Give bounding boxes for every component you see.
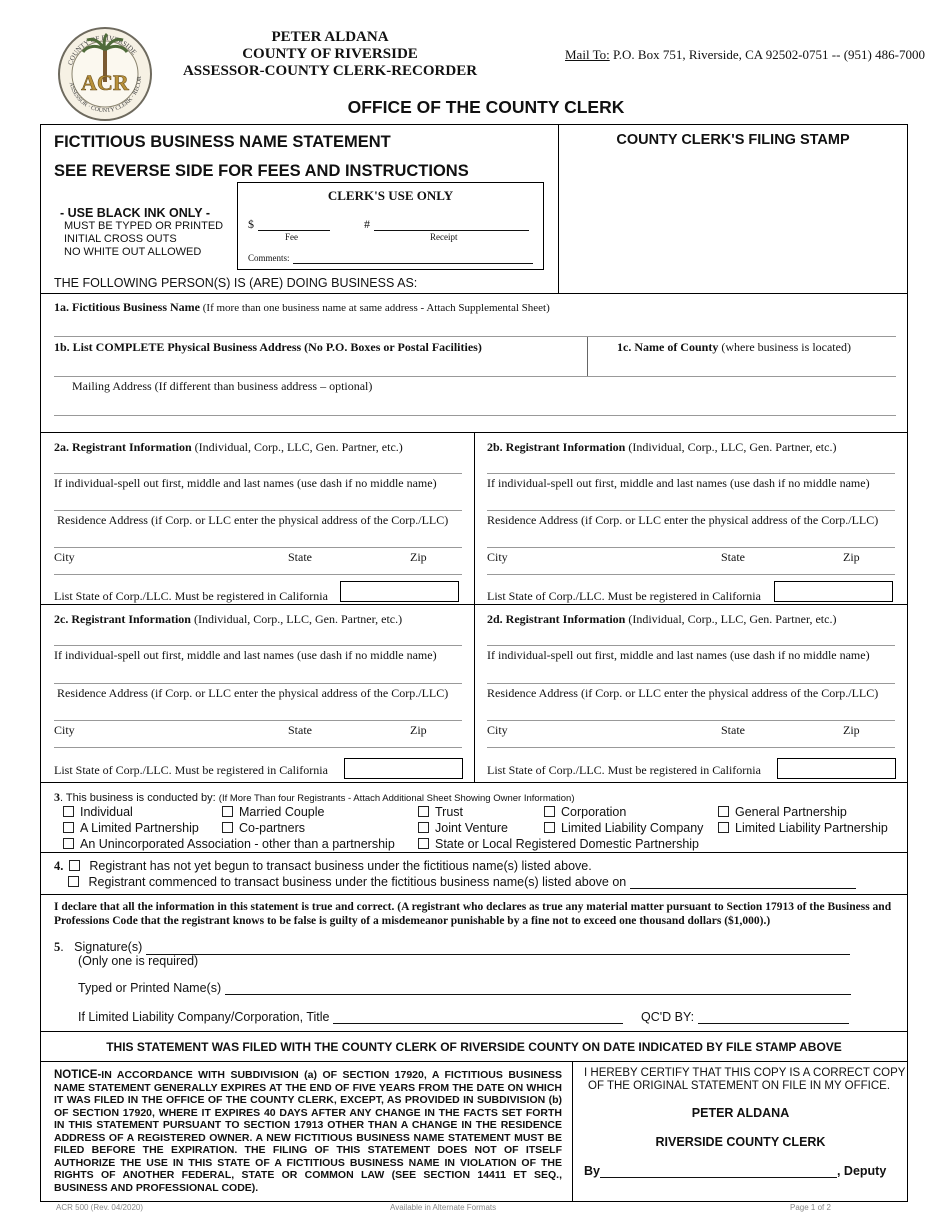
option-label: A Limited Partnership [80,821,199,835]
zip-label: Zip [410,550,427,564]
section4-number: 4. [54,859,64,873]
office-title: OFFICE OF THE COUNTY CLERK [347,97,625,117]
city-state-zip-input[interactable] [487,747,895,748]
option-label: Individual [80,805,133,819]
fictitious-name-input[interactable] [54,336,896,337]
checkbox[interactable] [718,822,729,833]
city-state-zip-input[interactable] [487,574,895,575]
option-label: General Partnership [735,805,847,819]
option-label: Limited Liability Partnership [735,821,888,835]
option-corporation[interactable] [544,805,626,819]
qcd-label: QC'D BY: [641,1010,695,1024]
1b-label: 1b. List COMPLETE Physical Business Address (No P.O. Boxes or Postal Facilities) [54,340,482,354]
option-label: Joint Venture [435,821,508,835]
option-co-partners[interactable] [222,821,305,835]
zip-label: Zip [843,550,860,564]
checkbox[interactable] [418,806,429,817]
form-title: FICTITIOUS BUSINESS NAME STATEMENT [54,133,391,151]
notice-lead: NOTICE- [54,1069,102,1081]
list-state-label: List State of Corp./LLC. Must be registered in California [487,589,761,603]
option-label: State or Local Registered Domestic Partnership [435,837,700,851]
business-address-input[interactable] [54,376,587,377]
option-label: Trust [435,805,464,819]
registrant-title-note: (Individual, Corp., LLC, Gen. Partner, etc.) [190,612,403,626]
qcd-input[interactable] [698,1012,849,1024]
city-label: City [487,550,508,564]
by-label: By [584,1164,600,1178]
certify-title: RIVERSIDE COUNTY CLERK [655,1135,826,1149]
option-married-couple[interactable] [222,805,324,819]
registrant-name-input[interactable] [54,645,462,646]
individual-label: If individual-spell out first, middle and last names (use dash if no middle name) [487,648,870,662]
state-label: State [288,723,312,737]
registrant-title: 2c. Registrant Information [54,612,191,626]
signature-label: Signature(s) [74,940,143,954]
doing-business-as: THE FOLLOWING PERSON(S) IS (ARE) DOING BUSINESS AS: [54,276,418,290]
declaration: I declare that all the information in this statement is true and correct. (A registrant who declares as true any material matter pursuant to Section 17913 of the Business and Professions Code that the registrant knows to be false is guilty of a misdemeanor punishable by a fine not to exceed one thousand dollars ($1,000).) [54,901,892,927]
notice-text: IN ACCORDANCE WITH SUBDIVISION (a) OF SECTION 17920, A FICTITIOUS BUSINESS NAME STATEMENT GENERALLY EXPIRES AT THE END OF FIVE YEARS FROM THE DATE ON WHICH IT WAS FILED IN THE OFFICE OF THE COUNTY CLERK, EXCEPT, AS PROVIDED IN SUBDIVISION (b) OF SECTION 17920, WHERE IT EXPIRES 40 DAYS AFTER ANY CHANGE IN THE FACTS SET FORTH IN THIS STATEMENT PURSUANT TO SECTION 17913 OTHER THAN A CHANGE IN THE RESIDENCE ADDRESS OF A REGISTERED OWNER. A NEW FICTITIOUS BUSINESS NAME STATEMENT MUST BE FILED BEFORE THE EXPIRATION. THE FILING OF THIS STATEMENT DOES NOT OF ITSELF AUTHORIZE THE USE IN THIS STATE OF A FICTITIOUS BUSINESS NAME IN VIOLATION OF THE RIGHTS OF ANOTHER FEDERAL, STATE OR COMMON LAW (SEE SECTION 14411 ET SEQ., BUSINESS AND PROFESSIONAL CODE). [54,1069,562,1194]
form-number: ACR 500 (Rev. 04/2020) [56,1203,144,1212]
individual-label: If individual-spell out first, middle and last names (use dash if no middle name) [54,476,437,490]
filed-statement: THIS STATEMENT WAS FILED WITH THE COUNTY CLERK OF RIVERSIDE COUNTY ON DATE INDICATED BY FILE STAMP ABOVE [106,1040,842,1054]
option-label: Corporation [561,805,627,819]
residence-label: Residence Address (if Corp. or LLC enter the physical address of the Corp./LLC) [487,686,879,700]
option-individual[interactable] [63,805,133,819]
1a-label: 1a. Fictitious Business Name [54,300,201,314]
checkbox[interactable] [544,822,555,833]
state-label: State [721,550,745,564]
registrant-title-note: (Individual, Corp., LLC, Gen. Partner, etc.) [625,440,837,454]
address-line-input[interactable] [487,547,895,548]
city-label: City [54,550,75,564]
city-label: City [54,723,75,737]
zip-label: Zip [410,723,427,737]
deputy-signature-input[interactable] [600,1166,837,1178]
ink-rule: NO WHITE OUT ALLOWED [64,246,202,258]
1a-note: (If more than one business name at same address - Attach Supplemental Sheet) [200,302,550,314]
only-one-note: (Only one is required) [78,954,199,968]
city-state-zip-input[interactable] [54,747,462,748]
option-trust[interactable] [418,805,463,819]
alternate-formats: Available in Alternate Formats [390,1203,497,1212]
hash-sign: # [364,217,370,231]
residence-label: Residence Address (if Corp. or LLC enter the physical address of the Corp./LLC) [57,513,449,527]
seal-monogram: ACR [81,70,129,95]
registrant-title: 2b. Registrant Information [487,440,626,454]
option-domestic-partnership[interactable] [418,837,699,851]
registrant-title-note: (Individual, Corp., LLC, Gen. Partner, etc.) [625,612,837,626]
registrant-name-input[interactable] [487,645,895,646]
fee-label: Fee [285,232,298,242]
checkbox[interactable] [222,822,233,833]
option-limited-partnership[interactable] [63,821,199,835]
section3-note: (If More Than four Registrants - Attach Additional Sheet Showing Owner Information) [218,793,575,804]
checkbox[interactable] [222,806,233,817]
clerk-use-box [237,182,544,270]
registrant-title: 2a. Registrant Information [54,440,192,454]
certify-line-2: OF THE ORIGINAL STATEMENT ON FILE IN MY OFFICE. [588,1080,891,1092]
mailing-address-label: Mailing Address (If different than business address – optional) [72,379,373,393]
fee-input[interactable] [258,230,330,231]
checkbox[interactable] [418,822,429,833]
option-label: Co-partners [239,821,305,835]
ink-title: - USE BLACK INK ONLY - [60,206,211,220]
registrant-title: 2d. Registrant Information [487,612,626,626]
checkbox[interactable] [63,838,74,849]
comments-input[interactable] [293,263,533,264]
seal-text-top: COUNTY OF RIVERSIDE [66,33,139,67]
deputy-label: , Deputy [836,1164,887,1178]
not-begun-checkbox[interactable] [69,860,80,871]
option-unincorporated[interactable] [63,837,395,851]
certify-line-1: I HEREBY CERTIFY THAT THIS COPY IS A CORRECT COPY [584,1067,906,1079]
page-number: Page 1 of 2 [790,1203,831,1212]
see-reverse-notice: SEE REVERSE SIDE FOR FEES AND INSTRUCTIONS [54,162,469,180]
city-label: City [487,723,508,737]
zip-label: Zip [843,723,860,737]
dollar-sign: $ [248,217,254,231]
seal-text-bottom: ASSESSOR · COUNTY CLERK · RECOR [67,75,144,114]
not-begun-label: Registrant has not yet begun to transact business under the fictitious name(s) listed above. [89,859,592,873]
address-line-input[interactable] [487,720,895,721]
ink-rule: INITIAL CROSS OUTS [64,233,177,245]
registrant-name-input[interactable] [487,473,895,474]
commenced-checkbox[interactable] [68,876,79,887]
option-label: Married Couple [239,805,325,819]
department-name: ASSESSOR-COUNTY CLERK-RECORDER [182,63,478,79]
county-name-input[interactable] [587,376,896,377]
section3-number: 3 [54,790,60,804]
option-label: An Unincorporated Association - other than a partnership [80,837,395,851]
residence-address-input[interactable] [487,510,895,511]
corp-state-input[interactable] [774,581,893,602]
checkbox[interactable] [63,806,74,817]
registrant-title-note: (Individual, Corp., LLC, Gen. Partner, etc.) [191,440,403,454]
llc-title-label: If Limited Liability Company/Corporation, Title [78,1010,330,1024]
corp-state-input[interactable] [344,758,463,779]
individual-label: If individual-spell out first, middle and last names (use dash if no middle name) [487,476,870,490]
registrant-name-input[interactable] [54,473,462,474]
checkbox[interactable] [718,806,729,817]
residence-label: Residence Address (if Corp. or LLC enter the physical address of the Corp./LLC) [487,513,879,527]
commenced-label: Registrant commenced to transact business under the fictitious business name(s) listed above on [88,875,627,889]
comments-label: Comments: [248,253,290,263]
option-general-partnership[interactable] [718,805,847,819]
corp-state-input[interactable] [340,581,459,602]
state-label: State [721,723,745,737]
receipt-input[interactable] [374,230,529,231]
option-joint-venture[interactable] [418,821,508,835]
certify-name: PETER ALDANA [691,1106,790,1120]
checkbox[interactable] [63,822,74,833]
typed-name-label: Typed or Printed Name(s) [78,981,222,995]
address-line-input[interactable] [54,720,462,721]
list-state-label: List State of Corp./LLC. Must be registered in California [487,763,761,777]
state-label: State [288,550,312,564]
residence-label: Residence Address (if Corp. or LLC enter the physical address of the Corp./LLC) [57,686,449,700]
ink-rule: MUST BE TYPED OR PRINTED [64,220,224,232]
section3-lead: . This business is conducted by: [60,792,216,804]
clerk-use-title: CLERK'S USE ONLY [327,188,454,203]
county-name: COUNTY OF RIVERSIDE [242,46,418,62]
section5-number: 5 [54,940,61,954]
typed-name-input[interactable] [225,983,851,995]
list-state-label: List State of Corp./LLC. Must be registered in California [54,763,328,777]
list-state-label: List State of Corp./LLC. Must be registered in California [54,589,328,603]
mail-to-label: Mail To: [565,47,610,62]
checkbox[interactable] [544,806,555,817]
checkbox[interactable] [418,838,429,849]
filing-stamp-area [560,150,906,292]
residence-address-input[interactable] [54,510,462,511]
corp-state-input[interactable] [777,758,896,779]
individual-label: If individual-spell out first, middle and last names (use dash if no middle name) [54,648,437,662]
filing-stamp-title: COUNTY CLERK'S FILING STAMP [616,132,850,148]
residence-address-input[interactable] [54,683,462,684]
address-line-input[interactable] [54,547,462,548]
option-label: Limited Liability Company [561,821,704,835]
commenced-date-input[interactable] [630,877,856,889]
1c-label: 1c. Name of County [617,340,719,354]
receipt-label: Receipt [430,232,458,242]
city-state-zip-input[interactable] [54,574,462,575]
official-name: PETER ALDANA [271,29,389,45]
signature-input[interactable] [146,943,850,955]
mail-to-address: P.O. Box 751, Riverside, CA 92502-0751 -- (951) 486-7000 [612,47,925,62]
residence-address-input[interactable] [487,683,895,684]
1c-note: (where business is located) [718,340,851,354]
option-llc[interactable] [544,821,703,835]
mailing-address-input[interactable] [54,415,896,416]
llc-title-input[interactable] [333,1012,623,1024]
option-llp[interactable] [718,821,888,835]
